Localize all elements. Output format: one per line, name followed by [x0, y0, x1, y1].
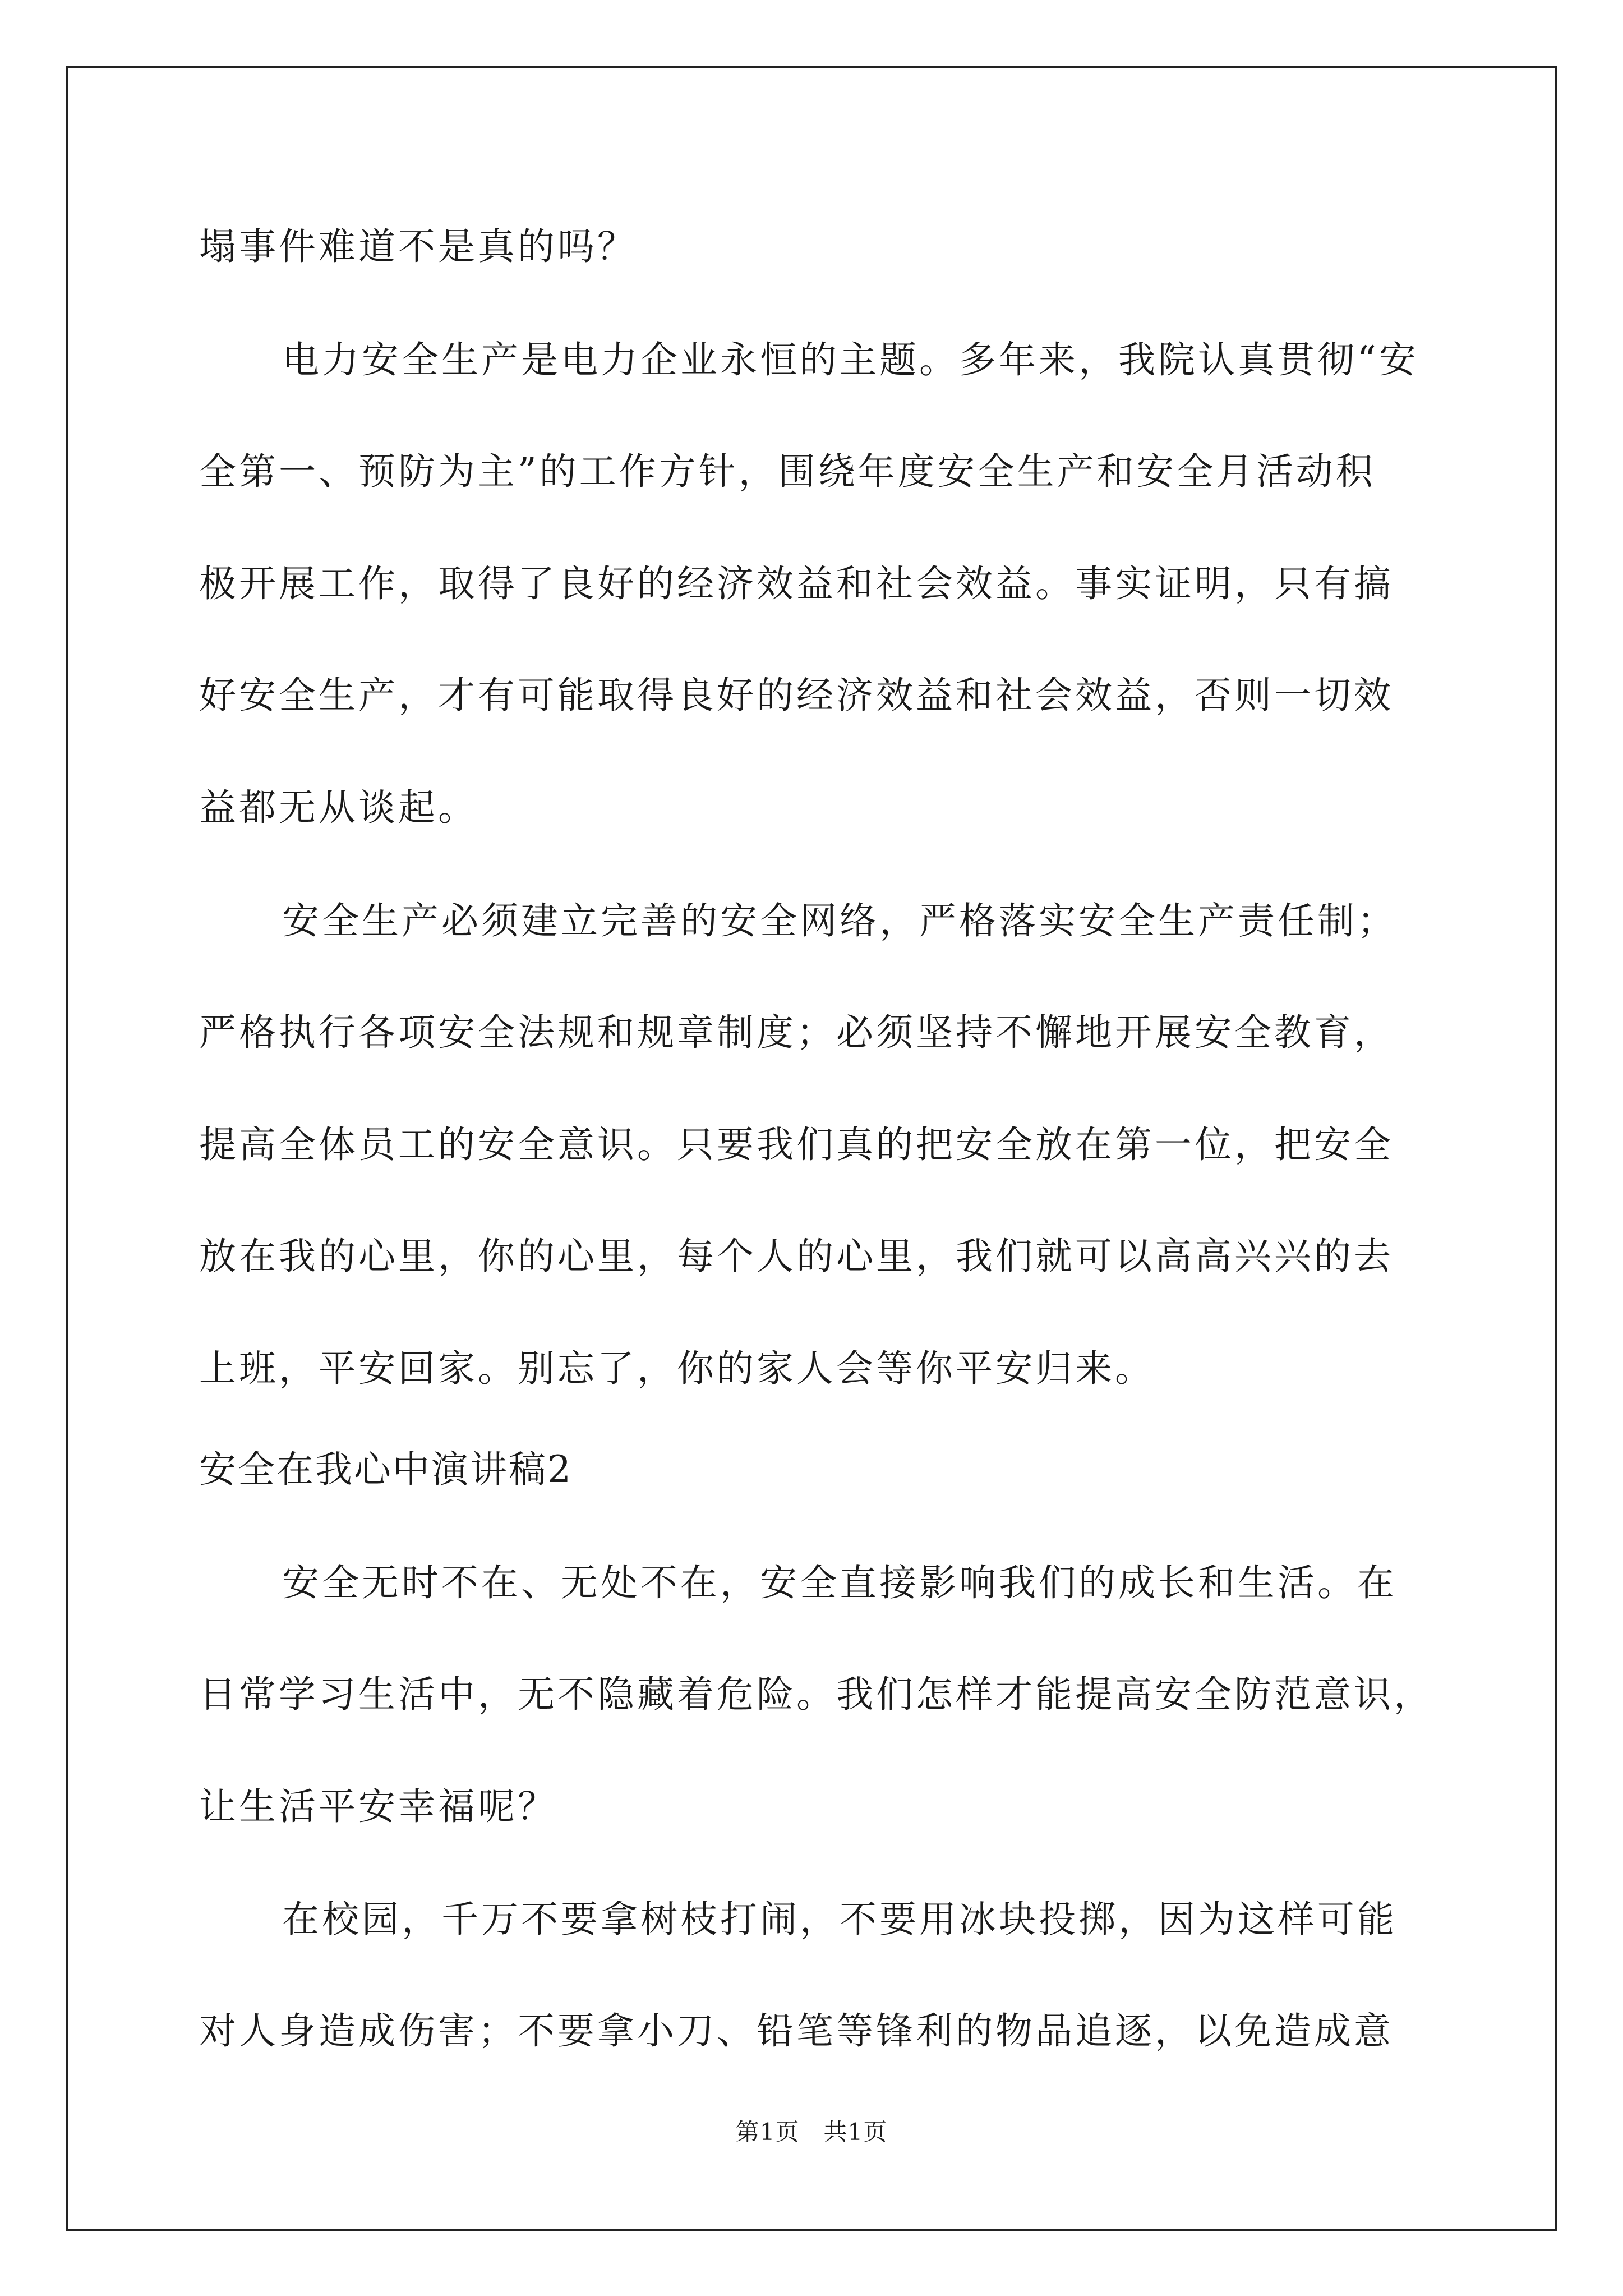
- section-heading: 安全在我心中演讲稿2: [199, 1448, 573, 1491]
- paragraph-1-line-2: 全第一、预防为主”的工作方针，围绕年度安全生产和安全月活动积: [199, 450, 1376, 493]
- paragraph-4-line-1: 在校园，千万不要拿树枝打闹，不要用冰块投掷，因为这样可能: [282, 1898, 1397, 1941]
- paragraph-1-line-4: 好安全生产，才有可能取得良好的经济效益和社会效益，否则一切效: [199, 674, 1394, 717]
- paragraph-2-line-4: 放在我的心里，你的心里，每个人的心里，我们就可以高高兴兴的去: [199, 1235, 1394, 1278]
- paragraph-2-line-5: 上班，平安回家。别忘了，你的家人会等你平安归来。: [199, 1347, 1155, 1390]
- paragraph-2-line-2: 严格执行各项安全法规和规章制度；必须坚持不懈地开展安全教育，: [199, 1011, 1394, 1054]
- paragraph-1-line-1: 电力安全生产是电力企业永恒的主题。多年来，我院认真贯彻“安: [282, 338, 1419, 381]
- paragraph-1-line-5: 益都无从谈起。: [199, 786, 478, 829]
- paragraph-1-line-3: 极开展工作，取得了良好的经济效益和社会效益。事实证明，只有搞: [199, 562, 1394, 605]
- page-total: 共1页: [823, 2118, 888, 2146]
- paragraph-3-line-1: 安全无时不在、无处不在，安全直接影响我们的成长和生活。在: [282, 1561, 1397, 1604]
- paragraph-3-line-3: 让生活平安幸福呢？: [199, 1785, 557, 1828]
- paragraph-2-line-3: 提高全体员工的安全意识。只要我们真的把安全放在第一位，把安全: [199, 1123, 1394, 1166]
- page-footer: [0, 2118, 1623, 2146]
- paragraph-2-line-1: 安全生产必须建立完善的安全网络，严格落实安全生产责任制；: [282, 899, 1397, 942]
- paragraph-3-line-2: 日常学习生活中，无不隐藏着危险。我们怎样才能提高安全防范意识，: [199, 1673, 1433, 1716]
- paragraph-4-line-2: 对人身造成伤害；不要拿小刀、铅笔等锋利的物品追逐，以免造成意: [199, 2009, 1394, 2053]
- page-number: 第1页: [735, 2118, 800, 2146]
- text-line-1: 塌事件难道不是真的吗？: [199, 225, 637, 268]
